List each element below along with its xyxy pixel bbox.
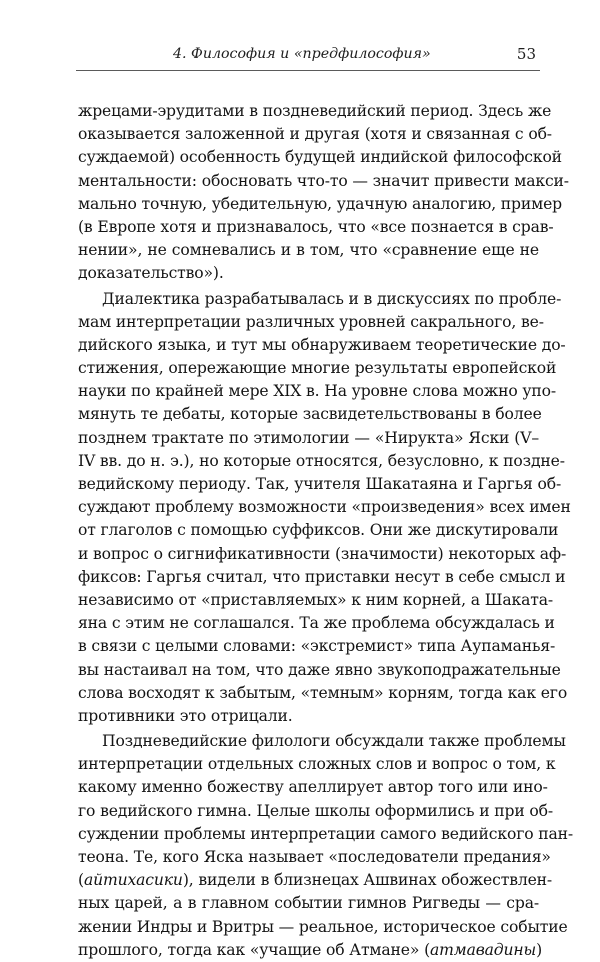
text-line: противники это отрицали. <box>78 706 293 725</box>
text-line: слова восходят к забытым, «темным» корням, тогда как его <box>78 683 568 702</box>
text-line: жении Индры и Вритры — реальное, историческое событие <box>78 917 568 936</box>
header-divider <box>76 70 540 71</box>
text-line: стижения, опережающие многие результаты европейской <box>78 359 557 378</box>
text-line: теона. Те, кого Яска называет «последователи предания» <box>78 848 551 866</box>
text-line: ментальности: обосновать что-то — значит привести макси- <box>78 171 569 190</box>
text-line: суждают проблему возможности «произведения» всех имен <box>78 498 571 517</box>
text-line: доказательство»). <box>78 264 224 283</box>
text-line: мально точную, убедительную, удачную аналогию, пример <box>78 194 563 213</box>
paragraph <box>78 100 569 286</box>
italic-term: айтихасики <box>83 871 183 890</box>
page-number: 53 <box>516 45 536 63</box>
text-line: (в Европе хотя и признавалось, что «все познается в срав- <box>78 217 554 236</box>
text-line: какому именно божеству апеллирует автор того или ино- <box>78 778 548 797</box>
text-line: оказывается заложенной и другая (хотя и связанная с об- <box>78 125 552 144</box>
text-line: нении», не сомневались и в том, что «сравнение еще не <box>78 241 539 260</box>
text-line: суждении проблемы интерпретации самого ведийского пан- <box>78 824 574 843</box>
text-line: дийского языка, и тут мы обнаруживаем теоретические до- <box>78 335 566 354</box>
text-line: Диалектика разрабатывалась и в дискуссиях по пробле- <box>102 289 562 308</box>
text-line: науки по крайней мере XIX в. На уровне слова можно упо- <box>78 382 557 401</box>
text-line: вы настаивал на том, что даже явно звукоподражательные <box>78 660 561 679</box>
text-line: и вопрос о сигнификативности (значимости) некоторых аф- <box>78 544 567 563</box>
text-line: независимо от «приставляемых» к ним корней, а Шаката- <box>78 590 553 609</box>
italic-term: атмавадины <box>430 940 537 959</box>
text-line: суждаемой) особенность будущей индийской философской <box>78 148 562 167</box>
chapter-title: 4. Философия и «предфилософия» <box>173 46 431 62</box>
paragraph <box>78 730 574 962</box>
text-line: Поздневедийские филологи обсуждали также проблемы <box>102 732 566 751</box>
body-text <box>78 100 574 962</box>
running-header <box>78 44 538 66</box>
text-line: ных царей, а в главном событии гимнов Ригведы — сра- <box>78 894 539 913</box>
text-line: IV вв. до н. э.), но которые относятся, безусловно, к поздне- <box>78 451 565 470</box>
text-line: жрецами-эрудитами в поздневедийский период. Здесь же <box>78 102 552 120</box>
text-line: интерпретации отдельных сложных слов и вопрос о том, к <box>78 755 556 774</box>
text-line: от глаголов с помощью суффиксов. Они же дискутировали <box>78 521 559 540</box>
text-line: ведийскому периоду. Так, учителя Шакатаяна и Гаргья об- <box>78 475 562 493</box>
text-line: мам интерпретации различных уровней сакрального, ве- <box>78 312 544 331</box>
text-line: яна с этим не соглашался. Та же проблема обсуждалась и <box>78 614 555 633</box>
text-line: мянуть те дебаты, которые засвидетельствованы в более <box>78 405 542 424</box>
paragraph <box>78 288 571 729</box>
text-segment: прошлого, тогда как «учащие об Атмане» ( <box>78 940 431 959</box>
text-line: го ведийского гимна. Целые школы оформились и при об- <box>78 801 553 820</box>
text-segment: ) <box>536 940 543 959</box>
paragraphs <box>78 100 574 962</box>
text-line: позднем трактате по этимологии — «Нирукта» Яски (V– <box>78 428 539 447</box>
text-segment: ), видели в близнецах Ашвинах обожествлен- <box>182 871 553 890</box>
text-segment: ( <box>78 871 84 890</box>
text-line: фиксов: Гаргья считал, что приставки несут в себе смысл и <box>78 567 566 586</box>
text-line: в связи с целыми словами: «экстремист» типа Аупаманья- <box>78 637 556 656</box>
text-line <box>78 869 553 892</box>
text-line <box>78 939 543 962</box>
